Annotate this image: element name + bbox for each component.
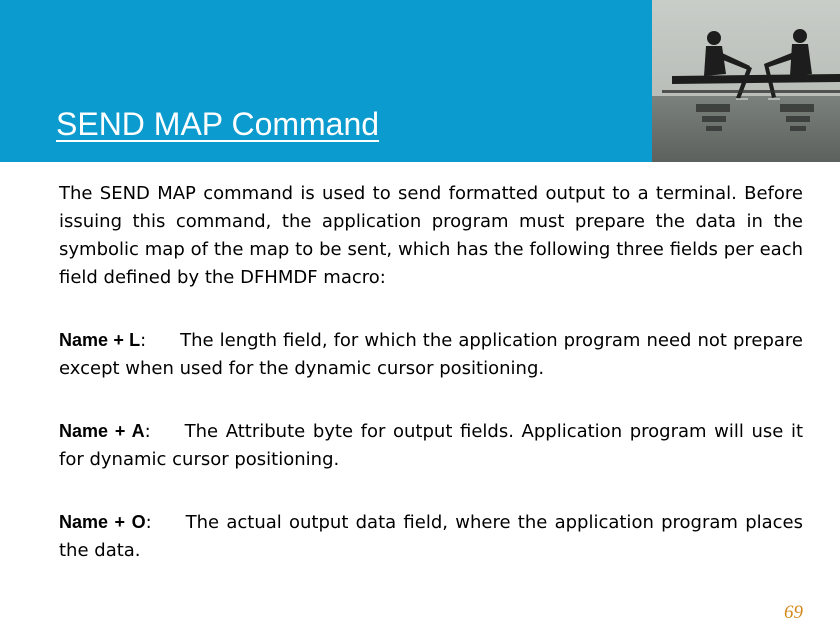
- field-separator: :: [144, 421, 151, 442]
- field-term: Name + L: [59, 330, 141, 350]
- field-description: The Attribute byte for output fields. Application program will use it for dynamic cursor positioning.: [59, 421, 804, 470]
- page-number: 69: [784, 602, 803, 623]
- rowers-photo: [652, 0, 840, 162]
- slide-title: SEND MAP Command: [56, 106, 380, 142]
- field-definition-output: [59, 508, 803, 565]
- field-separator: :: [140, 330, 147, 351]
- field-description: The actual output data field, where the application program places the data.: [59, 512, 804, 561]
- field-separator: :: [145, 512, 152, 533]
- slide-body: [59, 180, 803, 565]
- field-term: Name + O: [59, 512, 146, 532]
- field-definition-attribute: [59, 417, 803, 474]
- field-term: Name + A: [59, 421, 145, 441]
- intro-paragraph: The SEND MAP command is used to send formatted output to a terminal. Before issuing this command, the application program must prepare the data in the symbolic map of the map to be sent, which has the following three fields per each field defined by the DFHMDF macro:: [59, 183, 803, 288]
- field-description: The length field, for which the application program need not prepare except when used for the dynamic cursor positioning.: [59, 330, 803, 379]
- field-definition-length: [59, 326, 803, 383]
